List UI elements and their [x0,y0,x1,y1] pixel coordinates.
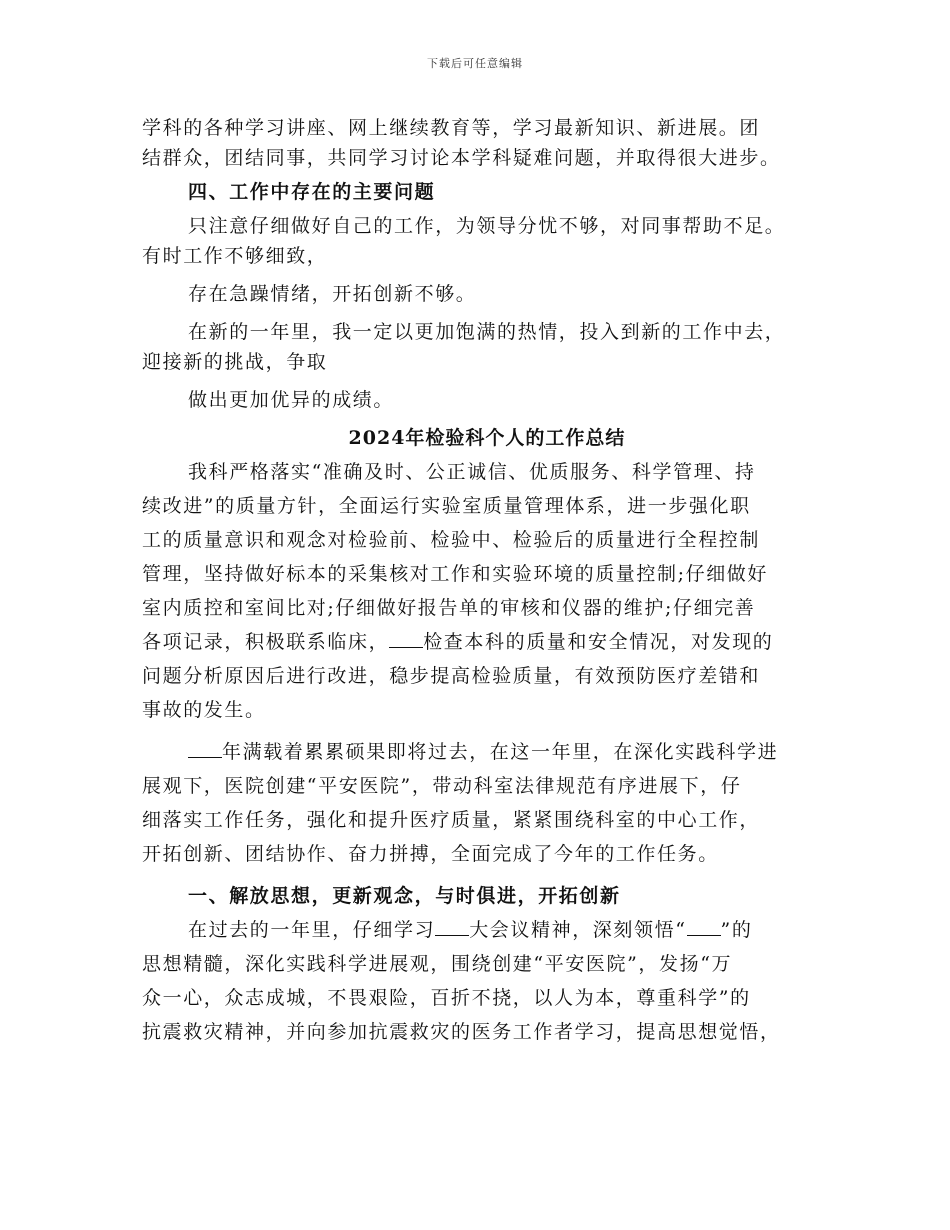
section-heading-4: 四、工作中存在的主要问题 [188,181,436,203]
document-body [142,113,832,1047]
paragraph-line: 问题分析原因后进行改进，稳步提高检验质量，有效预防医疗差错和 [142,665,761,687]
paragraph-line: 做出更加优异的成绩。 [188,389,395,411]
fill-in-blank [389,631,423,648]
text-segment: 年满载着累累硕果即将过去，在这一年里，在深化实践科学进 [222,741,779,763]
section-heading-1: 一、解放思想，更新观念，与时俱进，开拓创新 [188,885,621,907]
fill-in-blank [687,919,721,936]
text-segment: 各项记录，积极联系临床， [142,631,390,653]
paragraph-line: 细落实工作任务，强化和提升医疗质量，紧紧围绕科室的中心工作， [142,809,761,831]
paragraph-line: 事故的发生。 [142,699,266,721]
paragraph-line: 思想精髓，深化实践科学进展观，围绕创建“平安医院”，发扬“万 [142,953,733,975]
fill-in-blank [188,741,222,758]
paragraph-line: 开拓创新、团结协作、奋力拼搏，全面完成了今年的工作任务。 [142,843,719,865]
paragraph-line: 管理，坚持做好标本的采集核对工作和实验环境的质量控制;仔细做好 [142,563,769,585]
paragraph-line [142,915,832,945]
text-segment: 检查本科的质量和安全情况，对发现的 [423,631,774,653]
paragraph-line: 我科严格落实“准确及时、公正诚信、优质服务、科学管理、持 [188,461,756,483]
paragraph-line: 迎接新的挑战，争取 [142,351,328,373]
page-header-note: 下载后可任意编辑 [427,57,523,70]
paragraph-line: 存在急躁情绪，开拓创新不够。 [188,283,477,305]
paragraph-line: 只注意仔细做好自己的工作，为领导分忧不够，对同事帮助不足。 [188,215,786,237]
paragraph-line: 众一心，众志成城，不畏艰险，百折不挠，以人为本，尊重科学”的 [142,987,751,1009]
fill-in-blank [435,919,469,936]
paragraph-line: 抗震救灾精神，并向参加抗震救灾的医务工作者学习，提高思想觉悟， [142,1021,781,1043]
document-title: 2024年检验科个人的工作总结 [348,427,626,449]
paragraph-line: 结群众，团结同事，共同学习讨论本学科疑难问题，并取得很大进步。 [142,147,781,169]
paragraph-line: 在新的一年里，我一定以更加饱满的热情，投入到新的工作中去， [188,321,786,343]
paragraph-line: 学科的各种学习讲座、网上继续教育等，学习最新知识、新进展。团 [142,117,761,139]
text-segment: 在过去的一年里，仔细学习 [188,919,436,941]
paragraph-line: 工的质量意识和观念对检验前、检验中、检验后的质量进行全程控制 [142,529,761,551]
paragraph-line: 室内质控和室间比对;仔细做好报告单的审核和仪器的维护;仔细完善 [142,597,756,619]
paragraph-line [142,737,832,767]
paragraph-line: 有时工作不够细致， [142,245,328,267]
text-segment: 大会议精神，深刻领悟“ [469,919,687,941]
text-segment: ”的 [720,919,753,941]
paragraph-line [142,627,832,657]
paragraph-line: 续改进”的质量方针，全面运行实验室质量管理体系，进一步强化职 [142,495,751,517]
paragraph-line: 展观下，医院创建“平安医院”，带动科室法律规范有序进展下，仔 [142,775,742,797]
